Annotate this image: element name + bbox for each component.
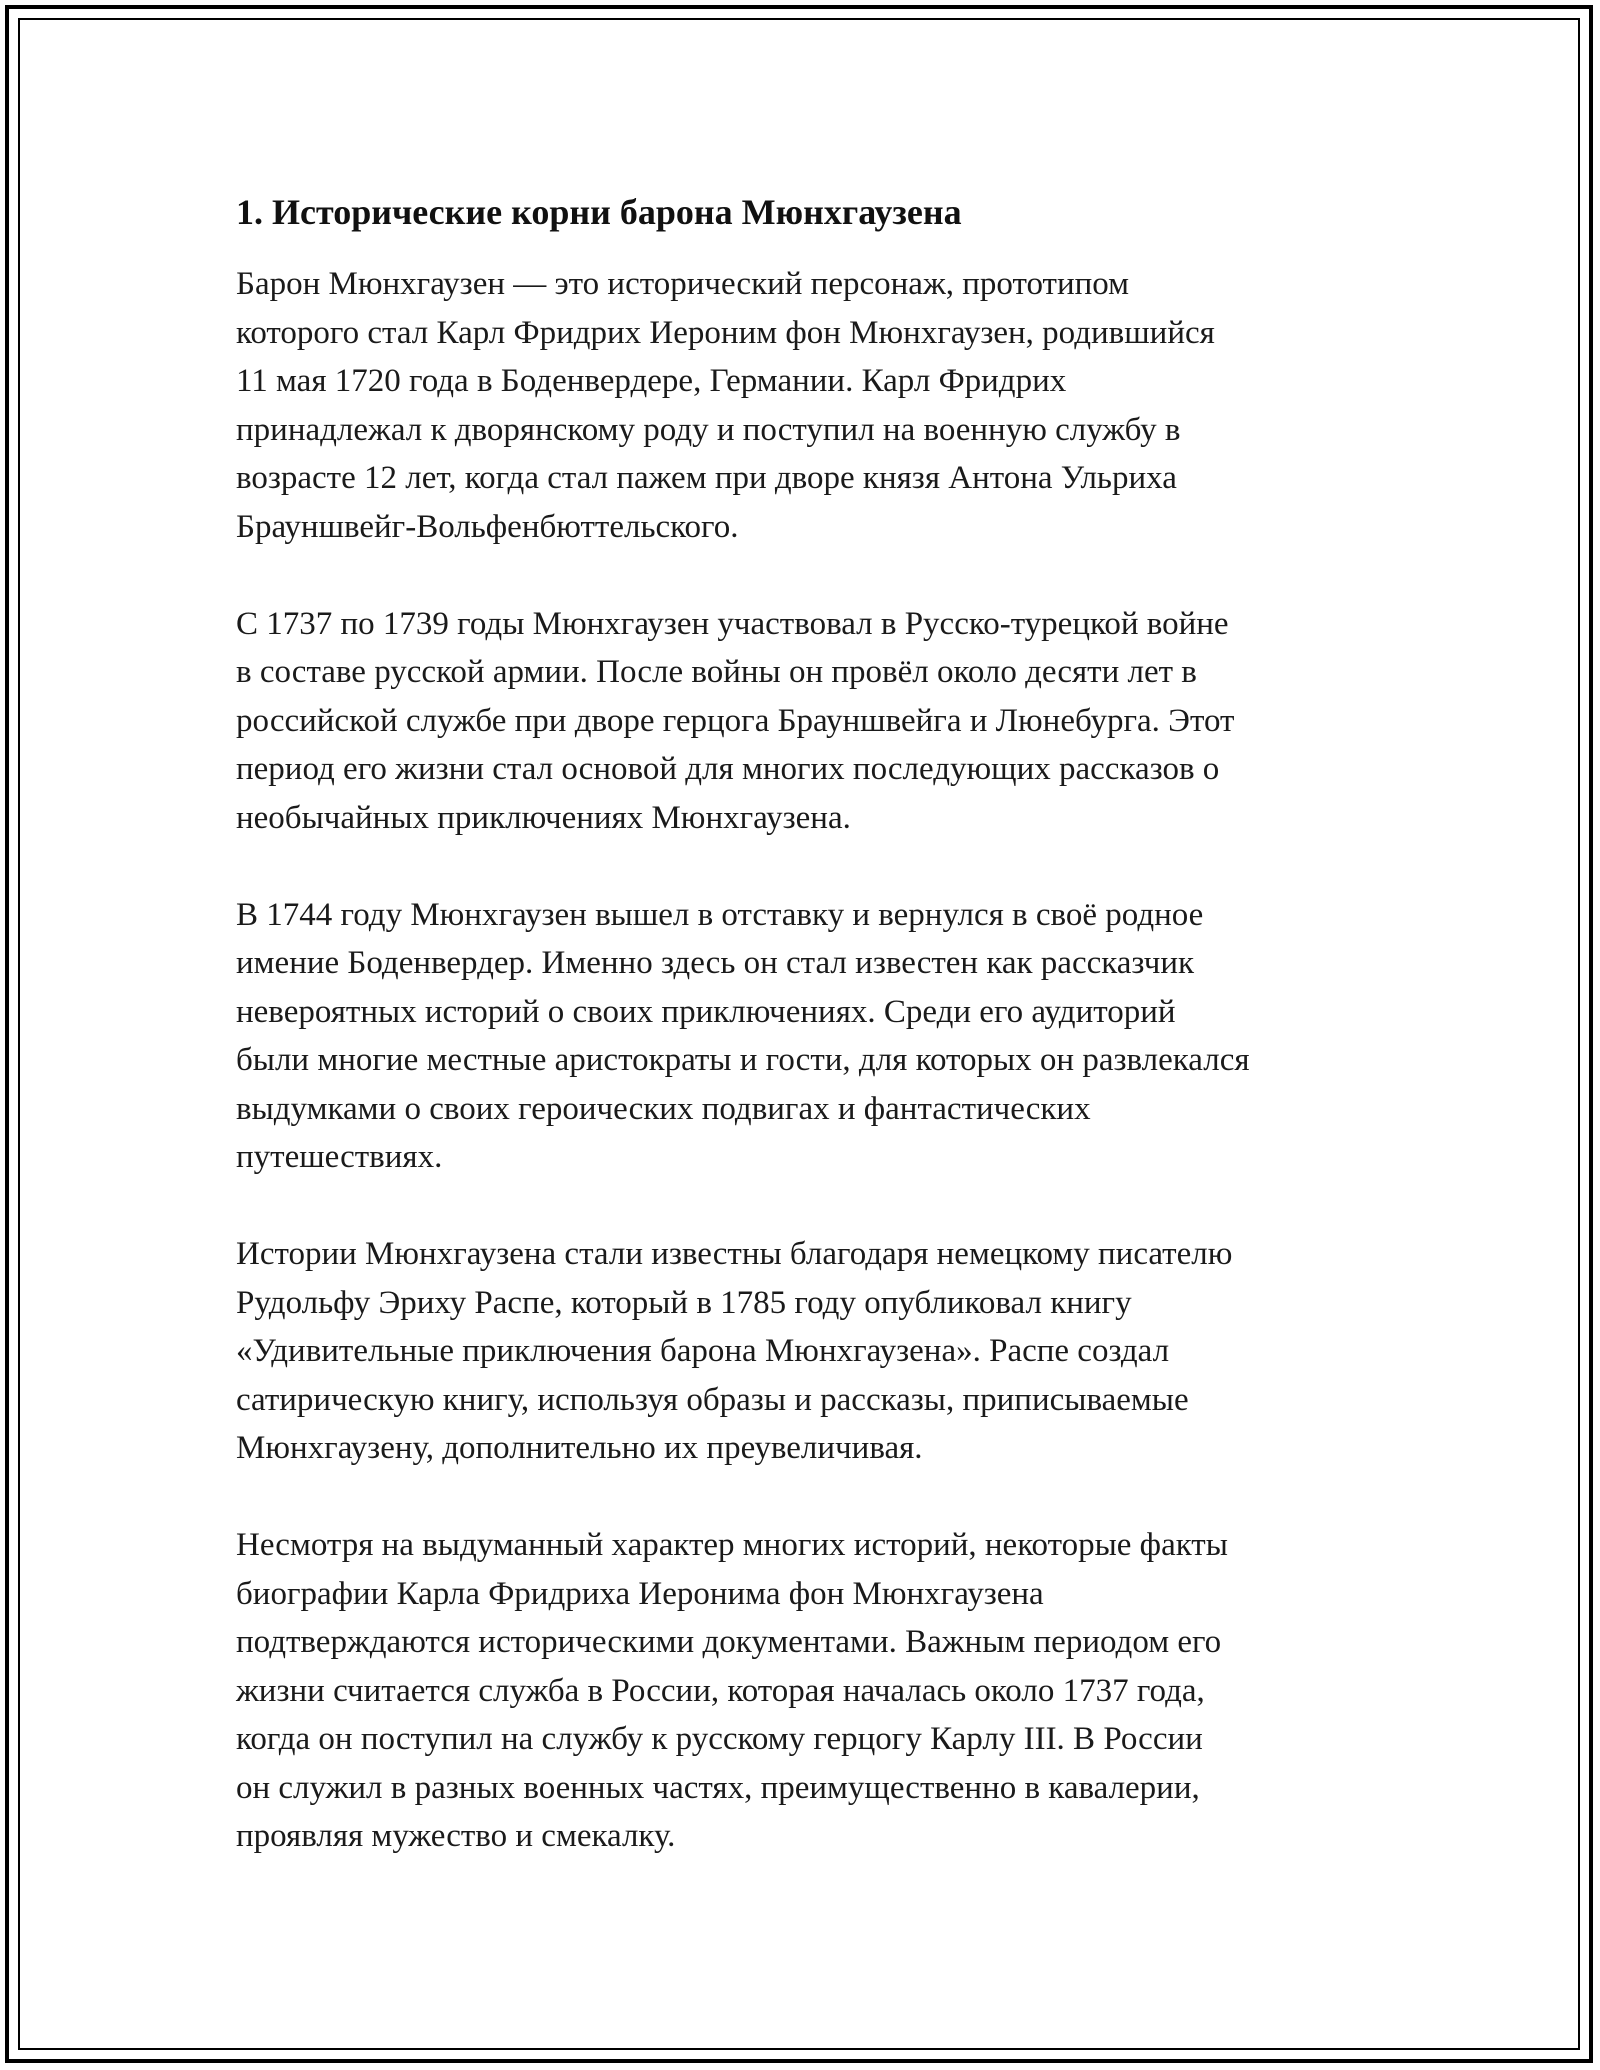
document-body — [236, 188, 1386, 1909]
paragraph-3: В 1744 году Мюнхгаузен вышел в отставку и вернулся в своё родное имение Боденвердер. Именно здесь он стал известен как рассказчик невероятных историй о своих приключениях. Среди его аудиторий были многие местные аристократы и гости, для которых он развлекался выдумками о своих героических подвигах и фантастических путешествиях. — [236, 896, 1250, 1175]
paragraph-2: С 1737 по 1739 годы Мюнхгаузен участвовал в Русско-турецкой войне в составе русской армии. После войны он провёл около десяти лет в российской службе при дворе герцога Брауншвейга и Люнебурга. Этот период его жизни стал основой для многих последующих рассказов о необычайных приключениях Мюнхгаузена. — [236, 605, 1235, 836]
section-title: 1. Исторические корни барона Мюнхгаузена — [236, 192, 962, 232]
paragraph-5: Несмотря на выдуманный характер многих историй, некоторые факты биографии Карла Фридриха Иеронима фон Мюнхгаузена подтверждаются историческими документами. Важным периодом его жизни считается служба в России, которая началась около 1737 года, когда он поступил на службу к русскому герцогу Карлу III. В России он служил в разных военных частях, преимущественно в кавалерии, проявляя мужество и смекалку. — [236, 1527, 1228, 1854]
paragraph-1: Барон Мюнхгаузен — это исторический персонаж, прототипом которого стал Карл Фридрих Иероним фон Мюнхгаузен, родившийся 11 мая 1720 года в Боденвердере, Германии. Карл Фридрих принадлежал к дворянскому роду и поступил на военную службу в возрасте 12 лет, когда стал пажем при дворе князя Антона Ульриха Брауншвейг-Вольфенбюттельского. — [236, 266, 1215, 545]
paragraph-4: Истории Мюнхгаузена стали известны благодаря немецкому писателю Рудольфу Эриху Распе, который в 1785 году опубликовал книгу «Удивительные приключения барона Мюнхгаузена». Распе создал сатирическую книгу, используя образы и рассказы, приписываемые Мюнхгаузену, дополнительно их преувеличивая. — [236, 1236, 1233, 1466]
